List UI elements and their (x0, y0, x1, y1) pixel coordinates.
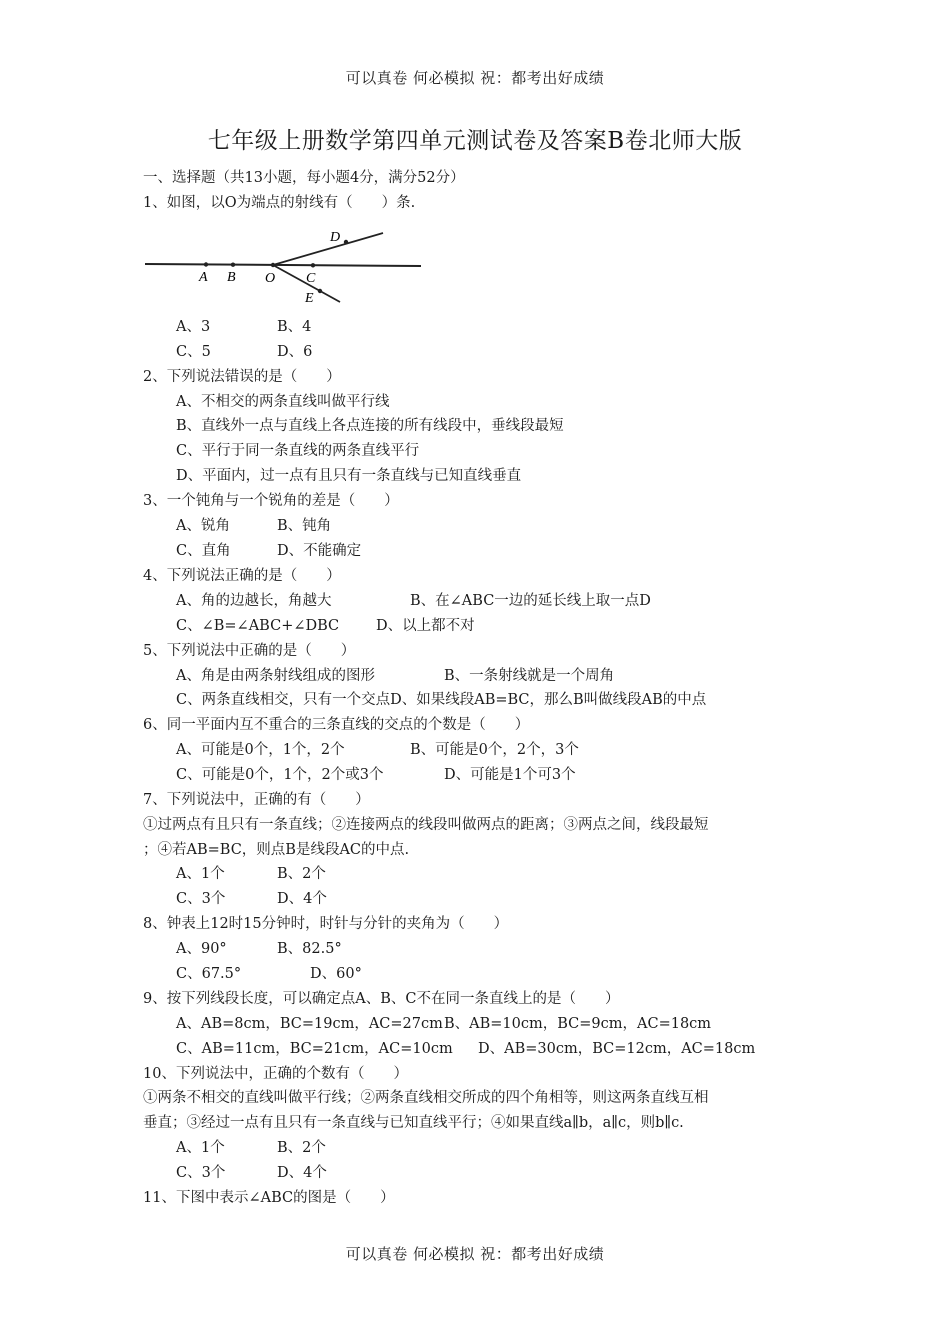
q3-option-d: D、不能确定 (277, 543, 362, 559)
label-e: E (305, 291, 314, 306)
q3-option-b: B、钝角 (277, 518, 332, 534)
q7-option-b: B、2个 (277, 866, 326, 882)
q7-statements-line2: ；④若AB=BC，则点B是线段AC的中点. (143, 842, 410, 858)
q4-option-a: A、角的边越长，角越大 (176, 593, 332, 609)
question-7-stem: 7、下列说法中，正确的有（ ） (143, 792, 370, 808)
ray-od (273, 233, 383, 265)
question-5-stem: 5、下列说法中正确的是（ ） (143, 643, 356, 659)
q9-option-d: D、AB=30cm，BC=12cm，AC=18cm (478, 1041, 756, 1057)
q8-option-b: B、82.5° (277, 941, 342, 957)
point-o (271, 263, 275, 267)
q9-option-a: A、AB=8cm，BC=19cm，AC=27cm (176, 1016, 443, 1032)
q10-option-b: B、2个 (277, 1140, 326, 1156)
q10-option-d: D、4个 (277, 1165, 327, 1181)
q10-option-c: C、3个 (176, 1165, 226, 1181)
question-9-stem: 9、按下列线段长度，可以确定点A、B、C不在同一条直线上的是（ ） (143, 991, 620, 1007)
question-8-stem: 8、钟表上12时15分钟时，时针与分针的夹角为（ ） (143, 916, 509, 932)
q1-option-d: D、6 (277, 344, 313, 360)
page-header: 可以真卷 何必模拟 祝：都考出好成绩 (345, 69, 605, 87)
q8-option-d: D、60° (310, 966, 362, 982)
rays-figure (143, 222, 433, 312)
question-10-stem: 10、下列说法中，正确的个数有（ ） (143, 1066, 408, 1082)
q10-statements-line2: 垂直；③经过一点有且只有一条直线与已知直线平行；④如果直线a∥b，a∥c，则b∥c. (143, 1115, 684, 1131)
q2-option-a: A、不相交的两条直线叫做平行线 (176, 394, 390, 410)
q6-option-c: C、可能是0个，1个，2个或3个 (176, 767, 384, 783)
q8-option-a: A、90° (176, 941, 227, 957)
q4-option-d: D、以上都不对 (376, 618, 475, 634)
question-2-stem: 2、下列说法错误的是（ ） (143, 369, 341, 385)
question-3-stem: 3、一个钝角与一个锐角的差是（ ） (143, 493, 399, 509)
q2-option-b: B、直线外一点与直线上各点连接的所有线段中，垂线段最短 (176, 418, 564, 434)
q6-option-a: A、可能是0个，1个，2个 (176, 742, 345, 758)
q6-option-b: B、可能是0个，2个，3个 (410, 742, 579, 758)
q9-option-b: B、AB=10cm，BC=9cm，AC=18cm (444, 1016, 712, 1032)
q2-option-d: D、平面内，过一点有且只有一条直线与已知直线垂直 (176, 468, 522, 484)
page-title: 七年级上册数学第四单元测试卷及答案B卷北师大版 (207, 128, 743, 154)
q8-option-c: C、67.5° (176, 966, 242, 982)
label-d: D (330, 230, 341, 245)
question-1-stem: 1、如图，以O为端点的射线有（ ）条. (143, 195, 416, 211)
q5-option-b: B、一条射线就是一个周角 (444, 668, 615, 684)
q7-statements-line1: ①过两点有且只有一条直线；②连接两点的线段叫做两点的距离；③两点之间，线段最短 (143, 817, 709, 833)
line-ab-oc (145, 264, 421, 266)
page-footer: 可以真卷 何必模拟 祝：都考出好成绩 (345, 1245, 605, 1263)
q2-option-c: C、平行于同一条直线的两条直线平行 (176, 443, 420, 459)
label-b: B (227, 270, 236, 285)
q3-option-c: C、直角 (176, 543, 231, 559)
point-a (204, 262, 208, 266)
q4-option-c: C、∠B=∠ABC+∠DBC (176, 618, 340, 634)
q4-option-b: B、在∠ABC一边的延长线上取一点D (410, 593, 651, 609)
point-d (344, 240, 348, 244)
point-b (231, 263, 235, 267)
section-heading: 一、选择题（共13小题，每小题4分，满分52分） (143, 170, 465, 186)
q1-option-c: C、5 (176, 344, 211, 360)
q6-option-d: D、可能是1个可3个 (444, 767, 576, 783)
question-4-stem: 4、下列说法正确的是（ ） (143, 568, 341, 584)
question-6-stem: 6、同一平面内互不重合的三条直线的交点的个数是（ ） (143, 717, 530, 733)
q7-option-a: A、1个 (176, 866, 225, 882)
q5-option-a: A、角是由两条射线组成的图形 (176, 668, 375, 684)
label-a: A (199, 270, 208, 285)
q5-option-cd: C、两条直线相交，只有一个交点D、如果线段AB=BC，那么B叫做线段AB的中点 (176, 692, 707, 708)
q10-option-a: A、1个 (176, 1140, 225, 1156)
q10-statements-line1: ①两条不相交的直线叫做平行线；②两条直线相交所成的四个角相等，则这两条直线互相 (143, 1090, 709, 1106)
q7-option-d: D、4个 (277, 891, 327, 907)
question-11-stem: 11、下图中表示∠ABC的图是（ ） (143, 1190, 395, 1206)
q7-option-c: C、3个 (176, 891, 226, 907)
q1-option-b: B、4 (277, 319, 312, 335)
point-c (311, 263, 315, 267)
point-e (318, 289, 322, 293)
label-o: O (265, 271, 276, 286)
q3-option-a: A、锐角 (176, 518, 230, 534)
q1-option-a: A、3 (176, 319, 211, 335)
label-c: C (306, 271, 316, 286)
q9-option-c: C、AB=11cm，BC=21cm，AC=10cm (176, 1041, 453, 1057)
